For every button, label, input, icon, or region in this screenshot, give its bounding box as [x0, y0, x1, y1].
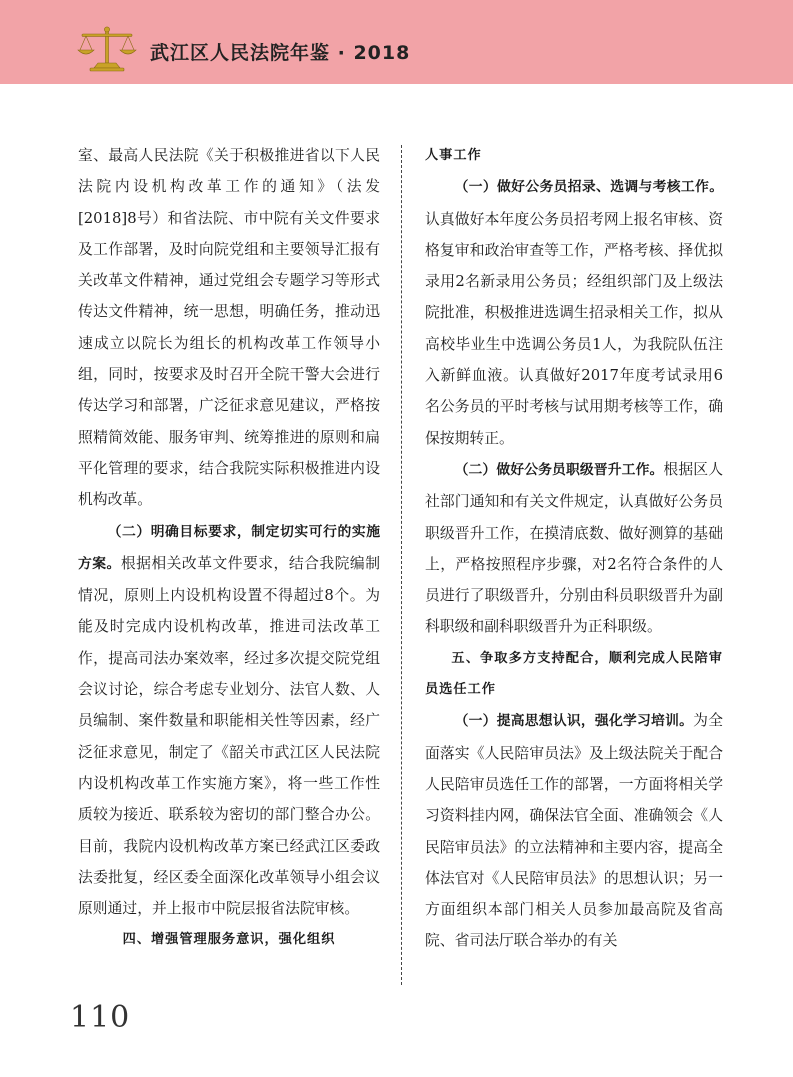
paragraph-body: 根据区人社部门通知和有关文件规定，认真做好公务员职级晋升工作，在摸清底数、做好测算的基础上，严格按照程序步骤，对2名符合条件的人员进行了职级晋升，分别由科员职级晋升为副科职级和副科职级晋升为正科职级。: [425, 460, 723, 636]
paragraph-body: 为全面落实《人民陪审员法》及上级法院关于配合人民陪审员选任工作的部署，一方面将相关学习资料挂内网，确保法官全面、准确领会《人民陪审员法》的立法精神和主要内容，提高全体法官对《人民陪审员法》的思想认识；另一方面组织本部门相关人员参加最高院及省高院、省司法厅联合举办的有关: [425, 712, 723, 950]
section-heading: 四、增强管理服务意识，强化组织: [122, 932, 336, 948]
section-heading-continued: 人事工作: [425, 148, 482, 163]
page-number: 110: [70, 1000, 131, 1035]
paragraph-body: 认真做好本年度公务员招考网上报名审核、资格复审和政治审查等工作，严格考核、择优拟录用2名新录用公务员；经组织部门及上级法院批准，积极推进选调生招录相关工作，拟从高校毕业生中选调公务员1人，为我院队伍注入新鲜血液。认真做好2017年度考试录用6名公务员的平时考核与试用期考核等工作，确保按期转正。: [425, 210, 723, 447]
left-column: [78, 140, 380, 956]
paragraph: [78, 516, 380, 925]
paragraph: [425, 171, 723, 454]
subheading: （二）做好公务员职级晋升工作。: [454, 461, 664, 478]
paragraph: [425, 705, 723, 956]
scales-of-justice-icon: [76, 26, 138, 72]
yearbook-title: 武江区人民法院年鉴 · 2018: [150, 42, 411, 64]
paragraph: [425, 454, 723, 643]
page-header: [0, 0, 793, 84]
paragraph-body: 根据相关改革文件要求，结合我院编制情况，原则上内设机构设置不得超过8个。为能及时完成内设机构改革，推进司法改革工作，提高司法办案效率，经过多次提交院党组会议讨论，综合考虑专业划分、法官人数、人员编制、案件数量和职能相关性等因素，经广泛征求意见，制定了《韶关市武江区人民法院内设机构改革工作实施方案》，将一些工作性质较为接近、联系较为密切的部门整合办公。目前，我院内设机构改革方案已经武江区委政法委批复，经区委全面深化改革领导小组会议原则通过，并上报市中院层报省法院审核。: [78, 554, 380, 918]
section-heading: 五、争取多方支持配合，顺利完成人民陪审员选任工作: [425, 650, 723, 698]
subheading: （一）提高思想认识，强化学习培训。: [454, 713, 694, 730]
subheading: （二）明确目标要求，制定切实可行的实施方案。: [78, 523, 380, 572]
paragraph: 室、最高人民法院《关于积极推进省以下人民法院内设机构改革工作的通知》（法发[2018]8号）和省法院、市中院有关文件要求及工作部署，及时向院党组和主要领导汇报有关改革文件精神，通过党组会专题学习等形式传达文件精神，统一思想，明确任务，推动迅速成立以院长为组长的机构改革工作领导小组，同时，按要求及时召开全院干警大会进行传达学习和部署，广泛征求意见建议，严格按照精简效能、服务审判、统筹推进的原则和扁平化管理的要求，结合我院实际积极推进内设机构改革。: [78, 147, 380, 509]
subheading: （一）做好公务员招录、选调与考核工作。: [454, 179, 723, 196]
column-divider: [401, 145, 402, 985]
right-column: [425, 140, 723, 957]
